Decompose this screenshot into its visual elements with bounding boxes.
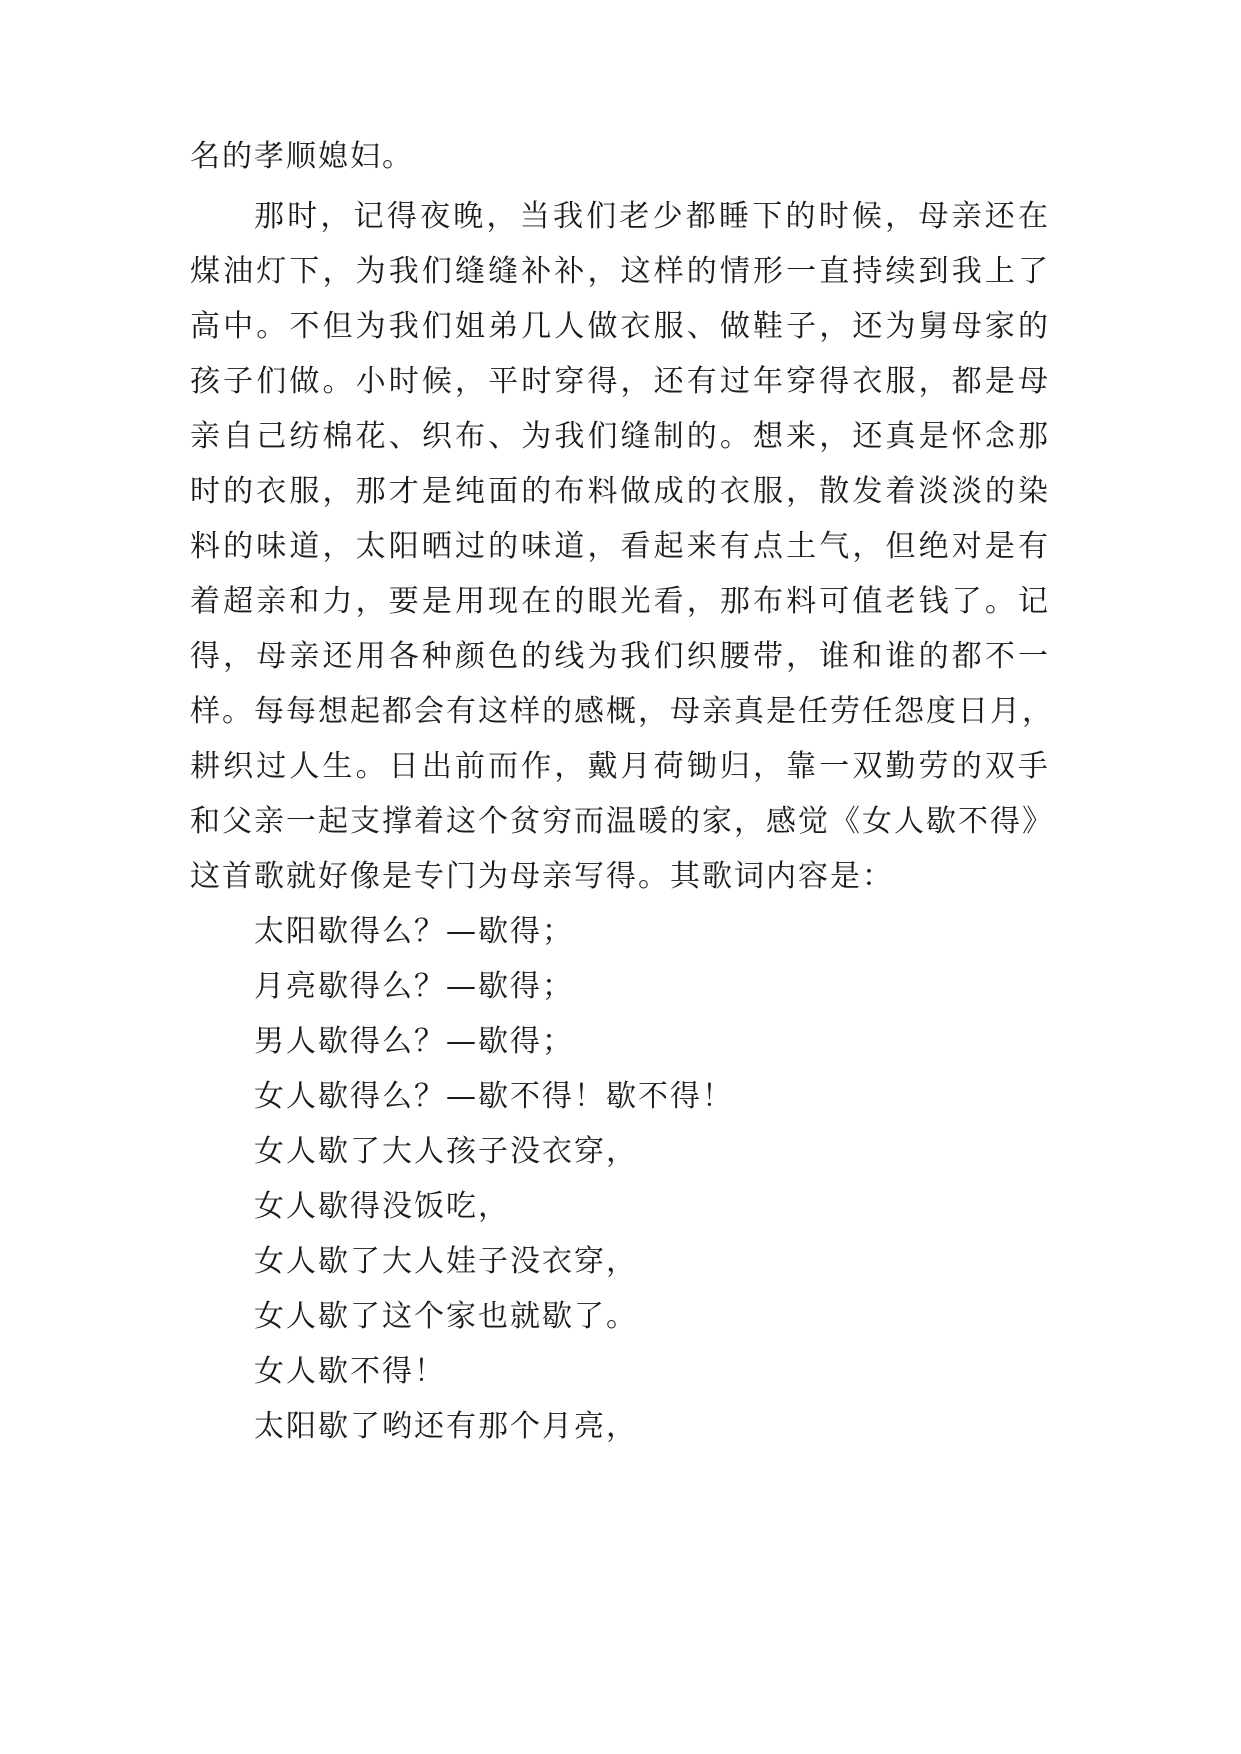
paragraph-line: 着超亲和力，要是用现在的眼光看，那布料可值老钱了。记	[190, 584, 1050, 619]
lyric-line: 女人歇得没饭吃，	[254, 1189, 510, 1224]
paragraph-line: 料的味道，太阳晒过的味道，看起来有点土气，但绝对是有	[190, 529, 1050, 564]
paragraph-line: 样。每每想起都会有这样的感概，母亲真是任劳任怨度日月，	[190, 694, 1054, 729]
lyric-line: 女人歇得么？—歇不得！歇不得！	[254, 1079, 734, 1114]
paragraph-line: 得，母亲还用各种颜色的线为我们织腰带，谁和谁的都不一	[190, 639, 1050, 674]
paragraph-line: 高中。不但为我们姐弟几人做衣服、做鞋子，还为舅母家的	[190, 309, 1050, 344]
paragraph-line: 时的衣服，那才是纯面的布料做成的衣服，散发着淡淡的染	[190, 474, 1050, 509]
paragraph-line: 亲自己纺棉花、织布、为我们缝制的。想来，还真是怀念那	[190, 419, 1050, 454]
lyric-line: 太阳歇了哟还有那个月亮，	[254, 1409, 638, 1444]
lyric-line: 男人歇得么？—歇得；	[254, 1024, 574, 1059]
paragraph-line: 耕织过人生。日出前而作，戴月荷锄归，靠一双勤劳的双手	[190, 749, 1050, 784]
paragraph-line: 这首歌就好像是专门为母亲写得。其歌词内容是：	[190, 859, 894, 894]
lyric-line: 太阳歇得么？—歇得；	[254, 914, 574, 949]
lyric-line: 女人歇了大人娃子没衣穿，	[254, 1244, 638, 1279]
paragraph-line: 孩子们做。小时候，平时穿得，还有过年穿得衣服，都是母	[190, 364, 1050, 399]
paragraph-line: 煤油灯下，为我们缝缝补补，这样的情形一直持续到我上了	[190, 254, 1050, 289]
lyric-line: 女人歇了这个家也就歇了。	[254, 1299, 638, 1334]
lyric-line: 女人歇了大人孩子没衣穿，	[254, 1134, 638, 1169]
paragraph-line: 那时，记得夜晚，当我们老少都睡下的时候，母亲还在	[254, 199, 1050, 234]
paragraph-line: 和父亲一起支撑着这个贫穷而温暖的家，感觉《女人歇不得》	[190, 804, 1054, 839]
lyric-line: 女人歇不得！	[254, 1354, 446, 1389]
lyric-line: 月亮歇得么？—歇得；	[254, 969, 574, 1004]
paragraph-line: 名的孝顺媳妇。	[190, 139, 414, 174]
